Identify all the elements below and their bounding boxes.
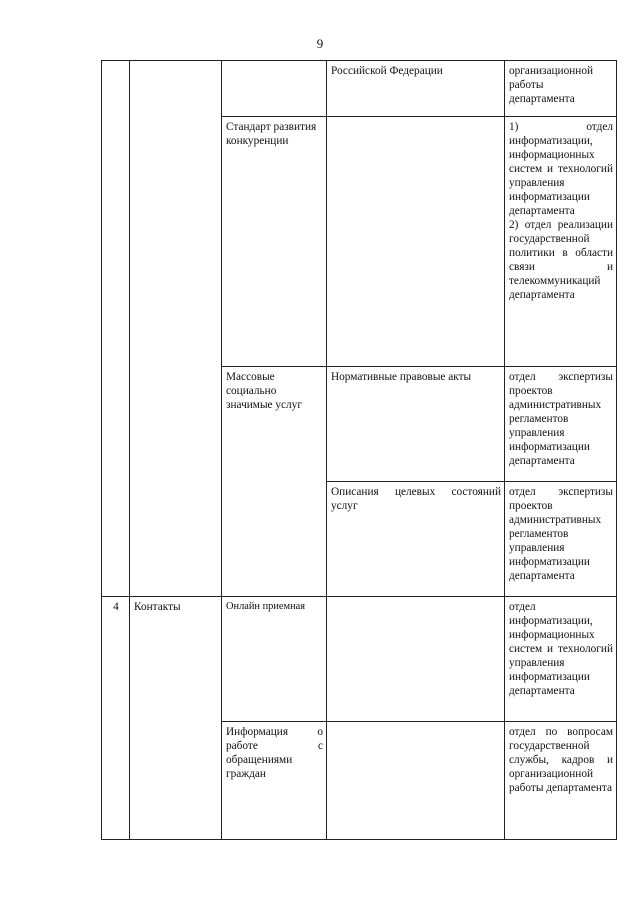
responsible-cell <box>505 722 617 840</box>
document-cell <box>327 597 505 722</box>
responsible-line: отдел по вопросам государственной службы, кадров и организационной работы департамента <box>509 726 613 794</box>
table-row <box>102 61 617 117</box>
responsible-line: работы <box>509 79 544 91</box>
responsible-cell <box>505 367 617 482</box>
item-cell <box>222 61 327 117</box>
responsible-cell <box>505 482 617 597</box>
responsible-line: 1) отдел информатизации, информационных систем и технологий управления информатизации департамента <box>509 121 613 217</box>
responsible-cell <box>505 597 617 722</box>
document-cell: Российской Федерации <box>327 61 505 117</box>
document-cell <box>327 117 505 367</box>
row-number-cell: 4 <box>102 597 130 840</box>
responsible-line: департамента <box>509 93 575 105</box>
item-cell: Массовые социально значимые услуг <box>222 367 327 597</box>
item-cell: Стандарт развития конкуренции <box>222 117 327 367</box>
responsible-line: организационной <box>509 65 594 77</box>
document-cell: Нормативные правовые акты <box>327 367 505 482</box>
responsible-cell <box>505 61 617 117</box>
section-cell: Контакты <box>130 597 222 840</box>
section-cell <box>130 61 222 597</box>
table-row <box>102 597 617 722</box>
page-number: 9 <box>316 36 324 51</box>
responsible-line: 2) отдел реализации государственной политики в области связи и телекоммуникаций департамента <box>509 219 613 301</box>
document-cell: Описания целевых состояний услуг <box>327 482 505 597</box>
responsible-cell <box>505 117 617 367</box>
responsible-line: отдел информатизации, информационных систем и технологий управления информатизации департамента <box>509 601 613 697</box>
responsible-line: отдел экспертизы проектов административных регламентов управления информатизации департамента <box>509 371 613 467</box>
document-cell <box>327 722 505 840</box>
item-cell: Информация о работе с обращениями граждан <box>222 722 327 840</box>
item-cell: Онлайн приемная <box>222 597 327 722</box>
responsible-line: отдел экспертизы проектов административных регламентов управления информатизации департамента <box>509 486 613 582</box>
row-number-cell <box>102 61 130 597</box>
document-table <box>101 60 617 840</box>
